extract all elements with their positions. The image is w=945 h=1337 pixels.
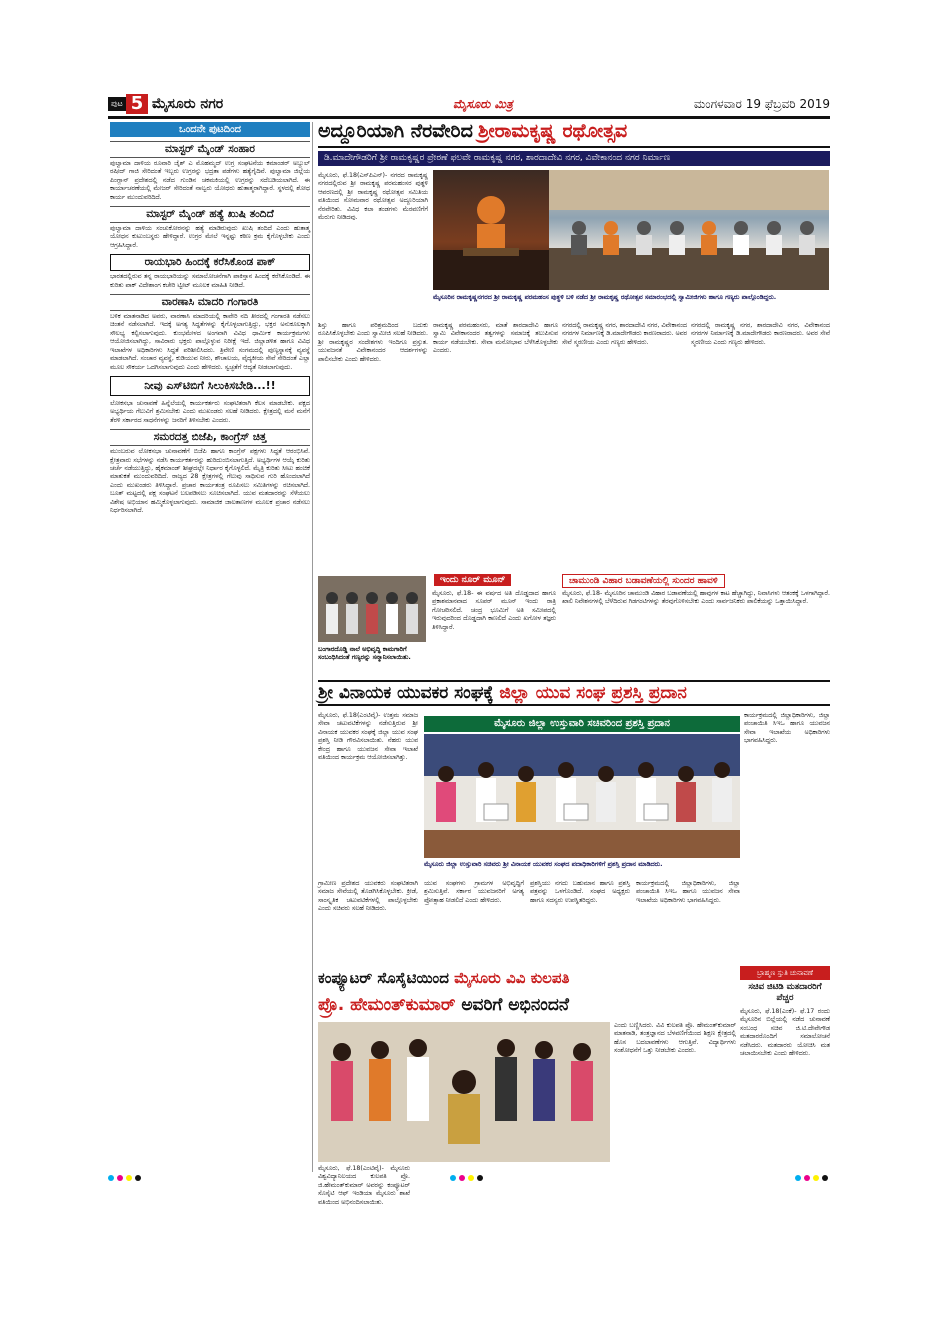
felicitation-photo-vc	[318, 1022, 610, 1162]
headline-red: ಶ್ರೀರಾಮಕೃಷ್ಣ ರಥೋತ್ಸವ	[477, 120, 628, 142]
print-registration-marks	[795, 1175, 828, 1181]
story-column: ಮೈಸೂರು, ಫೆ.18(ಎಂಟಿವೈ)- ಮೈಸೂರು ವಿಶ್ವವಿದ್ಯಾನಿಲಯದ ಕುಲಪತಿ ಪ್ರೊ. ಜಿ.ಹೇಮಂತ್‌ಕುಮಾರ್ ಅವರನ್ನು ಕಂಪ್ಯೂಟರ್ ಸೊಸೈಟಿ ಆಫ್ ಇಂಡಿಯಾ ಮೈಸೂರು ಶಾಖೆ ವತಿಯಿಂದ ಅಭಿನಂದಿಸಲಾಯಿತು.	[318, 1165, 410, 1206]
masthead: ಮೈಸೂರು ಮಿತ್ರ	[453, 97, 513, 111]
subhead-gangarati: ವಾರಣಾಸಿ ಮಾದರಿ ಗಂಗಾರತಿ	[110, 294, 310, 311]
right-box-text: ಮೈಸೂರು, ಫೆ.18(ಎಂಕೆ)- ಫೆ.17 ರಂದು ಮೈಸೂರಿನ ಬಿಲ್ಲೆಯಲ್ಲಿ ನಡೆದ ಚುನಾವಣೆ ಸಂಬಂಧ ಸಚಿವ ಜಿ.ಟಿ.ದೇವೇಗೌಡ ಮತದಾರರೊಂದಿಗೆ ಸಮಾಲೋಚನೆ ನಡೆಸಿದರು. ಮತದಾರರು ಯೋಚಿಸಿ ಮತ ಚಲಾಯಿಸಬೇಕು ಎಂದು ಹೇಳಿದರು.	[740, 1008, 830, 1058]
subhead-election: ಸಮರದತ್ತ ಬಿಜೆಪಿ, ಕಾಂಗ್ರೆಸ್ ಚಿತ್ತ	[110, 429, 310, 446]
article-text: ಪುಲ್ವಾಮಾ ದಾಳಿಯ ಸಂಚುಕೋರನನ್ನು ಹತ್ಯೆ ಮಾಡಿರುವುದು ಖುಷಿ ತಂದಿದೆ ಎಂದು ಹುತಾತ್ಮ ಯೋಧನ ಕುಟುಂಬಸ್ಥರು ಹೇಳಿದ್ದಾರೆ. ಉಗ್ರರ ಮೇಲೆ ಇನ್ನಷ್ಟು ಕಠಿಣ ಕ್ರಮ ಕೈಗೊಳ್ಳಬೇಕು ಎಂದು ಆಗ್ರಹಿಸಿದ್ದಾರೆ.	[110, 225, 310, 249]
subhead-mastermind: ಮಾಸ್ಟರ್ ಮೈಂಡ್ ಸಂಹಾರ	[110, 141, 310, 158]
left-column	[110, 122, 310, 1170]
headline-black: ಅದ್ದೂರಿಯಾಗಿ ನೆರವೇರಿದ	[318, 120, 473, 142]
snake-story-title: ಚಾಮುಂಡಿ ವಿಹಾರ ಬಡಾವಣೆಯಲ್ಲಿ ಸುಂದರ ಹಾವಳಿ	[562, 574, 725, 588]
subhead-happiness: ಮಾಸ್ಟರ್ ಮೈಂಡ್ ಹತ್ಯೆ ಖುಷಿ ತಂದಿದೆ	[110, 206, 310, 223]
photo-art	[424, 734, 740, 858]
article-text: ಬಳಿಕ ಮಾತನಾಡಿದ ಅವರು, ವಾರಣಾಸಿ ಮಾದರಿಯಲ್ಲಿ ಕಾವೇರಿ ನದಿ ತೀರದಲ್ಲಿ ಗಂಗಾರತಿ ನಡೆಸಲು ಚಿಂತನೆ ನಡೆಸಲಾಗಿದೆ. ಇದಕ್ಕೆ ಅಗತ್ಯ ಸಿದ್ಧತೆಗಳನ್ನು ಕೈಗೊಳ್ಳಲಾಗುತ್ತಿದ್ದು, ಭಕ್ತರ ಅನುಕೂಲಕ್ಕಾಗಿ ಸೌಲಭ್ಯ ಕಲ್ಪಿಸಲಾಗುವುದು. ಕುಂಭಮೇಳದ ಅಂಗವಾಗಿ ವಿವಿಧ ಧಾರ್ಮಿಕ ಕಾರ್ಯಕ್ರಮಗಳು ಆಯೋಜಿಸಲಾಗಿದ್ದು, ಸಾವಿರಾರು ಭಕ್ತರು ಪಾಲ್ಗೊಳ್ಳುವ ನಿರೀಕ್ಷೆ ಇದೆ. ಜಿಲ್ಲಾಡಳಿತ ಹಾಗೂ ವಿವಿಧ ಇಲಾಖೆಗಳ ಅಧಿಕಾರಿಗಳು ಸಿದ್ಧತೆ ಪರಿಶೀಲಿಸಿದರು. ತ್ರಿವೇಣಿ ಸಂಗಮದಲ್ಲಿ ಪುಣ್ಯಸ್ನಾನಕ್ಕೆ ವ್ಯವಸ್ಥೆ ಮಾಡಲಾಗಿದೆ. ಸಂಚಾರ ವ್ಯವಸ್ಥೆ, ಕುಡಿಯುವ ನೀರು, ಶೌಚಾಲಯ, ವೈದ್ಯಕೀಯ ಸೇವೆ ಸೇರಿದಂತೆ ಎಲ್ಲಾ ಮೂಲ ಸೌಕರ್ಯ ಒದಗಿಸಲಾಗುವುದು ಎಂದು ಹೇಳಿದರು. ಸ್ವಚ್ಛತೆಗೆ ಆದ್ಯತೆ ನೀಡಲಾಗುವುದು.	[110, 313, 310, 371]
story-column: ಕಾರ್ಯಕ್ರಮದಲ್ಲಿ ಜಿಲ್ಲಾಧಿಕಾರಿಗಳು, ಜಿಲ್ಲಾ ಪಂಚಾಯಿತಿ ಸಿಇಒ ಹಾಗೂ ಯುವಜನ ಸೇವಾ ಇಲಾಖೆಯ ಅಧಿಕಾರಿಗಳು ಭಾಗವಹಿಸಿದ್ದರು.	[744, 712, 830, 745]
article-text: ಲೋಕಸಭಾ ಚುನಾವಣೆ ಹಿನ್ನೆಲೆಯಲ್ಲಿ ಕಾರ್ಯಕರ್ತರು ಸಂಘಟಿತರಾಗಿ ಕೆಲಸ ಮಾಡಬೇಕು. ಪಕ್ಷದ ಅಭ್ಯರ್ಥಿಯ ಗೆಲುವಿಗೆ ಶ್ರಮಿಸಬೇಕು ಎಂದು ಮುಖಂಡರು ಸಲಹೆ ನೀಡಿದರು. ಕ್ಷೇತ್ರದಲ್ಲಿ ಮನೆ ಮನೆಗೆ ತೆರಳಿ ಸರ್ಕಾರದ ಸಾಧನೆಗಳನ್ನು ಜನರಿಗೆ ತಿಳಿಸಬೇಕು ಎಂದರು.	[110, 399, 310, 424]
headline-strip: ಡಿ.ಮಾದೇಗೌಡರಿಗೆ ಶ್ರೀ ರಾಮಕೃಷ್ಣರ ಪ್ರೇರಣೆ ಫಲವೇ ರಾಮಕೃಷ್ಣ ನಗರ, ಶಾರದಾದೇವಿ ನಗರ, ವಿವೇಕಾನಂದ ನಗರ ನಿರ್ಮಾಣ	[318, 151, 830, 166]
cyan-mark	[108, 1175, 114, 1181]
subhead-boxed: ನೀವು ಎಸ್‌ಟಿಬಿಗೆ ಸಿಲುಕಿಸಬೇಡಿ...!!	[110, 376, 310, 396]
page-number: 5	[126, 94, 149, 114]
magenta-mark	[804, 1175, 810, 1181]
print-registration-marks	[108, 1175, 141, 1181]
event-photo-speaker	[433, 170, 549, 290]
yellow-mark	[813, 1175, 819, 1181]
felicitation-photo	[318, 576, 426, 642]
headline-red: ಜಿಲ್ಲಾ ಯುವ ಸಂಘ ಪ್ರಶಸ್ತಿ ಪ್ರದಾನ	[499, 683, 687, 703]
photo-art	[318, 1022, 610, 1162]
photo-caption: ಬಂಗಾರದೊಡ್ಡಿ ನಾಲೆ ಅಭಿವೃದ್ಧಿ ಕಾಮಗಾರಿಗೆ ಸಂಬಂಧಿಸಿದಂತೆ ಗಣ್ಯರನ್ನು ಸನ್ಮಾನಿಸಲಾಯಿತು.	[318, 645, 411, 662]
page-label: ಪುಟ	[108, 97, 126, 111]
story-column: ಶಿಸ್ತು ಹಾಗೂ ಪರಿಶ್ರಮದಿಂದ ಬದುಕು ರೂಪಿಸಿಕೊಳ್ಳಬೇಕು ಎಂದು ಸ್ವಾಮೀಜಿ ಸಲಹೆ ನೀಡಿದರು. ಶ್ರೀ ರಾಮಕೃಷ್ಣರ ಸಂದೇಶಗಳು ಇಂದಿಗೂ ಪ್ರಸ್ತುತ. ಯುವಜನತೆ ವಿವೇಕಾನಂದರ ಆದರ್ಶಗಳನ್ನು ಪಾಲಿಸಬೇಕು ಎಂದು ಹೇಳಿದರು.	[318, 322, 428, 363]
page-header	[108, 94, 830, 118]
header-rule	[108, 116, 830, 119]
photo-art	[549, 170, 829, 290]
story-column: ಗ್ರಾಮೀಣ ಪ್ರದೇಶದ ಯುವಕರು ಸಂಘಟಿತರಾಗಿ ಸಮಾಜ ಸೇವೆಯಲ್ಲಿ ತೊಡಗಿಸಿಕೊಳ್ಳಬೇಕು. ಕ್ರೀಡೆ, ಸಾಂಸ್ಕೃತಿಕ ಚಟುವಟಿಕೆಗಳಲ್ಲಿ ಪಾಲ್ಗೊಳ್ಳಬೇಕು ಎಂದು ಸಚಿವರು ಸಲಹೆ ನೀಡಿದರು.	[318, 880, 418, 913]
article-text: ಪುಲ್ವಾಮಾ ದಾಳಿಯ ರೂವಾರಿ ಜೈಶ್ ಎ ಮೊಹಮ್ಮದ್ ಉಗ್ರ ಸಂಘಟನೆಯ ಕಮಾಂಡರ್ ಅಬ್ದುಲ್ ರಷೀದ್ ಗಾಜಿ ಸೇರಿದಂತೆ ಇಬ್ಬರು ಉಗ್ರರನ್ನು ಭದ್ರತಾ ಪಡೆಗಳು ಹತ್ಯೆಗೈದಿವೆ. ಪುಲ್ವಾಮಾ ಜಿಲ್ಲೆಯ ಪಿಂಗ್ಲಾನ್ ಪ್ರದೇಶದಲ್ಲಿ ನಡೆದ ಗುಂಡಿನ ಚಕಮಕಿಯಲ್ಲಿ ಉಗ್ರರನ್ನು ಸದೆಬಡಿಯಲಾಗಿದೆ. ಈ ಕಾರ್ಯಾಚರಣೆಯಲ್ಲಿ ಮೇಜರ್ ಸೇರಿದಂತೆ ನಾಲ್ವರು ಯೋಧರು ಹುತಾತ್ಮರಾಗಿದ್ದಾರೆ. ಸ್ಥಳದಲ್ಲಿ ಶೋಧ ಕಾರ್ಯ ಮುಂದುವರಿದಿದೆ.	[110, 160, 310, 201]
page-number-box	[108, 94, 148, 114]
photo-art	[433, 170, 549, 290]
main-headline	[318, 120, 830, 148]
headline-red: ಪ್ರೊ. ಹೇಮಂತ್‌ಕುಮಾರ್	[318, 995, 456, 1015]
headline-red: ಮೈಸೂರು ವಿವಿ ಕುಲಪತಿ	[454, 969, 570, 987]
magenta-mark	[459, 1175, 465, 1181]
continued-banner: ಒಂದನೇ ಪುಟದಿಂದ	[110, 122, 310, 137]
black-mark	[477, 1175, 483, 1181]
right-box-tag: ಬ್ರಾಹ್ಮಣ ಸ್ತುತಿ ಚುನಾವಣೆ	[740, 966, 830, 980]
supermoon-title: ಇಂದು ನೂರ್ ಮೂನ್	[434, 574, 511, 586]
story-column: ಪ್ರಶಸ್ತಿಯು ನಗದು ಬಹುಮಾನ ಹಾಗೂ ಪ್ರಶಸ್ತಿ ಪತ್ರವನ್ನು ಒಳಗೊಂಡಿದೆ. ಸಂಘದ ಅಧ್ಯಕ್ಷರು ಹಾಗೂ ಸದಸ್ಯರು ಉಪಸ್ಥಿತರಿದ್ದರು.	[530, 880, 630, 904]
photo-art	[318, 576, 426, 642]
photo-caption: ಮೈಸೂರಿನ ರಾಮಕೃಷ್ಣನಗರದ ಶ್ರೀ ರಾಮಕೃಷ್ಣ ಪರಮಹಂಸ ಪುತ್ಥಳಿ ಬಳಿ ನಡೆದ ಶ್ರೀ ರಾಮಕೃಷ್ಣ ರಥೋತ್ಸವ ಸಮಾರಂಭದಲ್ಲಿ ಸ್ವಾಮೀಜಿಗಳು ಹಾಗೂ ಗಣ್ಯರು ಪಾಲ್ಗೊಂಡಿದ್ದರು.	[433, 293, 777, 301]
story-column: ಮೈಸೂರು, ಫೆ.18(ಎಸ್‌ಪಿಎನ್)- ನಗರದ ರಾಮಕೃಷ್ಣ ನಗರದಲ್ಲಿರುವ ಶ್ರೀ ರಾಮಕೃಷ್ಣ ಪರಮಹಂಸರ ಪುತ್ಥಳಿ ಆವರಣದಲ್ಲಿ ಶ್ರೀ ರಾಮಕೃಷ್ಣ ರಥೋತ್ಸವ ಸಮಿತಿಯ ವತಿಯಿಂದ ಸೋಮವಾರ ರಥೋತ್ಸವ ಅದ್ದೂರಿಯಾಗಿ ನೆರವೇರಿತು. ವಿವಿಧ ಕಲಾ ತಂಡಗಳು ಮೆರವಣಿಗೆಗೆ ಮೆರುಗು ನೀಡಿದವು.	[318, 172, 428, 222]
black-mark	[135, 1175, 141, 1181]
story-column: ರಾಮಕೃಷ್ಣ ಪರಮಹಂಸರು, ಮಾತೆ ಶಾರದಾದೇವಿ ಹಾಗೂ ಸ್ವಾಮಿ ವಿವೇಕಾನಂದರ ತತ್ವಗಳನ್ನು ಸಮಾಜಕ್ಕೆ ತಲುಪಿಸುವ ಕಾರ್ಯ ನಡೆಯಬೇಕು. ಸೇವಾ ಮನೋಭಾವ ಬೆಳೆಸಿಕೊಳ್ಳಬೇಕು ಎಂದರು.	[433, 322, 558, 355]
event-photo-stage	[549, 170, 829, 290]
supermoon-text: ಮೈಸೂರು, ಫೆ.18- ಈ ವರ್ಷದ ಅತಿ ದೊಡ್ಡದಾದ ಹಾಗೂ ಪ್ರಕಾಶಮಾನವಾದ ಸೂಪರ್ ಮೂನ್ ಇಂದು ರಾತ್ರಿ ಗೋಚರಿಸಲಿದೆ. ಚಂದ್ರ ಭೂಮಿಗೆ ಅತಿ ಸಮೀಪದಲ್ಲಿ ಇರುವುದರಿಂದ ದೊಡ್ಡದಾಗಿ ಕಾಣಲಿದೆ ಎಂದು ಖಗೋಳ ತಜ್ಞರು ತಿಳಿಸಿದ್ದಾರೆ.	[432, 590, 556, 631]
headline-black: ಶ್ರೀ ವಿನಾಯಕ ಯುವಕರ ಸಂಘಕ್ಕೆ	[318, 683, 494, 703]
article-text: ಭಾರತದಲ್ಲಿರುವ ತನ್ನ ರಾಯಭಾರಿಯನ್ನು ಸಮಾಲೋಚನೆಗಾಗಿ ಪಾಕಿಸ್ತಾನ ಹಿಂದಕ್ಕೆ ಕರೆಸಿಕೊಂಡಿದೆ. ಈ ಕುರಿತು ಪಾಕ್ ವಿದೇಶಾಂಗ ಕಚೇರಿ ಟ್ವೀಟ್ ಮೂಲಕ ಮಾಹಿತಿ ನೀಡಿದೆ.	[110, 273, 310, 289]
print-registration-marks	[450, 1175, 483, 1181]
article-text: ಮುಂಬರುವ ಲೋಕಸಭಾ ಚುನಾವಣೆಗೆ ಬಿಜೆಪಿ ಹಾಗೂ ಕಾಂಗ್ರೆಸ್ ಪಕ್ಷಗಳು ಸಿದ್ಧತೆ ಆರಂಭಿಸಿವೆ. ಕ್ಷೇತ್ರವಾರು ಸಭೆಗಳನ್ನು ನಡೆಸಿ ಕಾರ್ಯಕರ್ತರನ್ನು ಹುರಿದುಂಬಿಸಲಾಗುತ್ತಿದೆ. ಅಭ್ಯರ್ಥಿಗಳ ಆಯ್ಕೆ ಕುರಿತು ಚರ್ಚೆ ನಡೆಯುತ್ತಿದ್ದು, ಹೈಕಮಾಂಡ್ ಶೀಘ್ರದಲ್ಲೇ ನಿರ್ಧಾರ ಕೈಗೊಳ್ಳಲಿದೆ. ಮೈತ್ರಿ ಕುರಿತು ಸೀಟು ಹಂಚಿಕೆ ಮಾತುಕತೆ ಮುಂದುವರಿದಿದೆ. ರಾಜ್ಯದ 28 ಕ್ಷೇತ್ರಗಳಲ್ಲಿ ಗೆಲುವು ಸಾಧಿಸುವ ಗುರಿ ಹೊಂದಲಾಗಿದೆ ಎಂದು ಮುಖಂಡರು ತಿಳಿಸಿದ್ದಾರೆ. ಪ್ರಚಾರ ಕಾರ್ಯತಂತ್ರ ರೂಪಿಸಲು ಸಮಿತಿಗಳನ್ನು ರಚಿಸಲಾಗಿದೆ. ಬೂತ್ ಮಟ್ಟದಲ್ಲಿ ಪಕ್ಷ ಸಂಘಟನೆ ಬಲಪಡಿಸಲು ಸೂಚಿಸಲಾಗಿದೆ. ಯುವ ಮತದಾರರನ್ನು ಸೆಳೆಯಲು ವಿಶೇಷ ಅಭಿಯಾನ ಹಮ್ಮಿಕೊಳ್ಳಲಾಗುವುದು. ಸಾಮಾಜಿಕ ಜಾಲತಾಣಗಳ ಮೂಲಕ ಪ್ರಚಾರ ನಡೆಸಲು ನಿರ್ಧರಿಸಲಾಗಿದೆ.	[110, 448, 310, 514]
headline-black: ಕಂಪ್ಯೂಟರ್ ಸೊಸೈಟಿಯಿಂದ	[318, 969, 449, 987]
photo-caption: ಮೈಸೂರು ಜಿಲ್ಲಾ ಉಸ್ತುವಾರಿ ಸಚಿವರು ಶ್ರೀ ವಿನಾಯಕ ಯುವಕರ ಸಂಘದ ಪದಾಧಿಕಾರಿಗಳಿಗೆ ಪ್ರಶಸ್ತಿ ಪ್ರದಾನ ಮಾಡಿದರು.	[424, 860, 663, 868]
cs-headline-line1	[318, 966, 736, 990]
column-rule	[312, 122, 313, 1172]
story-column: ಮೈಸೂರು, ಫೆ.18(ಎಂಟಿವೈ)- ಉತ್ತಮ ಸಮಾಜ ಸೇವಾ ಚಟುವಟಿಕೆಗಳನ್ನು ನಡೆಸುತ್ತಿರುವ ಶ್ರೀ ವಿನಾಯಕ ಯುವಕರ ಸಂಘಕ್ಕೆ ಜಿಲ್ಲಾ ಯುವ ಸಂಘ ಪ್ರಶಸ್ತಿ ನೀಡಿ ಗೌರವಿಸಲಾಯಿತು. ನೆಹರು ಯುವ ಕೇಂದ್ರ ಹಾಗೂ ಯುವಜನ ಸೇವಾ ಇಲಾಖೆ ವತಿಯಿಂದ ಕಾರ್ಯಕ್ರಮ ಆಯೋಜಿಸಲಾಗಿತ್ತು.	[318, 712, 418, 762]
story-column: ನಗರದಲ್ಲಿ ರಾಮಕೃಷ್ಣ ನಗರ, ಶಾರದಾದೇವಿ ನಗರ, ವಿವೇಕಾನಂದ ನಗರಗಳ ನಿರ್ಮಾಣಕ್ಕೆ ಡಿ.ಮಾದೇಗೌಡರು ಕಾರಣರಾದರು. ಅವರ ಸೇವೆ ಸ್ಮರಣೀಯ ಎಂದು ಗಣ್ಯರು ಹೇಳಿದರು.	[562, 322, 687, 346]
yellow-mark	[468, 1175, 474, 1181]
section-name: ಮೈಸೂರು ನಗರ	[152, 96, 224, 112]
cyan-mark	[795, 1175, 801, 1181]
award-photo	[424, 734, 740, 858]
snake-story-text: ಮೈಸೂರು, ಫೆ.18- ಮೈಸೂರಿನ ಚಾಮುಂಡಿ ವಿಹಾರ ಬಡಾವಣೆಯಲ್ಲಿ ಹಾವುಗಳ ಕಾಟ ಹೆಚ್ಚಾಗಿದ್ದು, ನಿವಾಸಿಗಳು ಆತಂಕಕ್ಕೆ ಒಳಗಾಗಿದ್ದಾರೆ. ಖಾಲಿ ನಿವೇಶನಗಳಲ್ಲಿ ಬೆಳೆದಿರುವ ಗಿಡಗಂಟಿಗಳನ್ನು ತೆರವುಗೊಳಿಸಬೇಕು ಎಂದು ಸಾರ್ವಜನಿಕರು ಪಾಲಿಕೆಯನ್ನು ಒತ್ತಾಯಿಸಿದ್ದಾರೆ.	[562, 590, 830, 606]
right-box-title: ಸಚಿವ ಜಿಟಿಡಿ ಮತದಾರರಿಗೆ ಪೆಚ್ಚರ	[748, 982, 822, 1003]
story-column: ಕಾರ್ಯಕ್ರಮದಲ್ಲಿ ಜಿಲ್ಲಾಧಿಕಾರಿಗಳು, ಜಿಲ್ಲಾ ಪಂಚಾಯಿತಿ ಸಿಇಒ ಹಾಗೂ ಯುವಜನ ಸೇವಾ ಇಲಾಖೆಯ ಅಧಿಕಾರಿಗಳು ಭಾಗವಹಿಸಿದ್ದರು.	[636, 880, 740, 904]
yuva-headline	[318, 680, 830, 706]
issue-date: ಮಂಗಳವಾರ 19 ಫೆಬ್ರವರಿ 2019	[693, 97, 830, 111]
headline-black: ಅವರಿಗೆ ಅಭಿನಂದನೆ	[461, 995, 569, 1015]
story-column: ಎಂದು ಬಣ್ಣಿಸಿದರು. ವಿವಿ ಕುಲಪತಿ ಪ್ರೊ. ಹೇಮಂತ್‌ಕುಮಾರ್ ಮಾತನಾಡಿ, ತಂತ್ರಜ್ಞಾನದ ಬೆಳವಣಿಗೆಯಿಂದ ಶಿಕ್ಷಣ ಕ್ಷೇತ್ರದಲ್ಲಿ ಹೊಸ ಬದಲಾವಣೆಗಳು ಆಗುತ್ತಿವೆ. ವಿದ್ಯಾರ್ಥಿಗಳು ಸಂಶೋಧನೆಗೆ ಒತ್ತು ನೀಡಬೇಕು ಎಂದರು.	[614, 1022, 736, 1055]
black-mark	[822, 1175, 828, 1181]
subhead-ambassador: ರಾಯಭಾರಿ ಹಿಂದಕ್ಕೆ ಕರೆಸಿಕೊಂಡ ಪಾಕ್	[110, 254, 310, 271]
story-column: ನಗರದಲ್ಲಿ ರಾಮಕೃಷ್ಣ ನಗರ, ಶಾರದಾದೇವಿ ನಗರ, ವಿವೇಕಾನಂದ ನಗರಗಳ ನಿರ್ಮಾಣಕ್ಕೆ ಡಿ.ಮಾದೇಗೌಡರು ಕಾರಣರಾದರು. ಅವರ ಸೇವೆ ಸ್ಮರಣೀಯ ಎಂದು ಗಣ್ಯರು ಹೇಳಿದರು.	[691, 322, 830, 346]
cyan-mark	[450, 1175, 456, 1181]
yuva-subhead: ಮೈಸೂರು ಜಿಲ್ಲಾ ಉಸ್ತುವಾರಿ ಸಚಿವರಿಂದ ಪ್ರಶಸ್ತಿ ಪ್ರದಾನ	[424, 716, 740, 732]
story-column: ಯುವ ಸಂಘಗಳು ಗ್ರಾಮಗಳ ಅಭಿವೃದ್ಧಿಗೆ ಶ್ರಮಿಸುತ್ತಿವೆ. ಸರ್ಕಾರ ಯುವಜನರಿಗೆ ಅಗತ್ಯ ಪ್ರೋತ್ಸಾಹ ನೀಡಲಿದೆ ಎಂದು ಹೇಳಿದರು.	[424, 880, 524, 904]
magenta-mark	[117, 1175, 123, 1181]
yellow-mark	[126, 1175, 132, 1181]
cs-headline-line2	[318, 992, 736, 1018]
